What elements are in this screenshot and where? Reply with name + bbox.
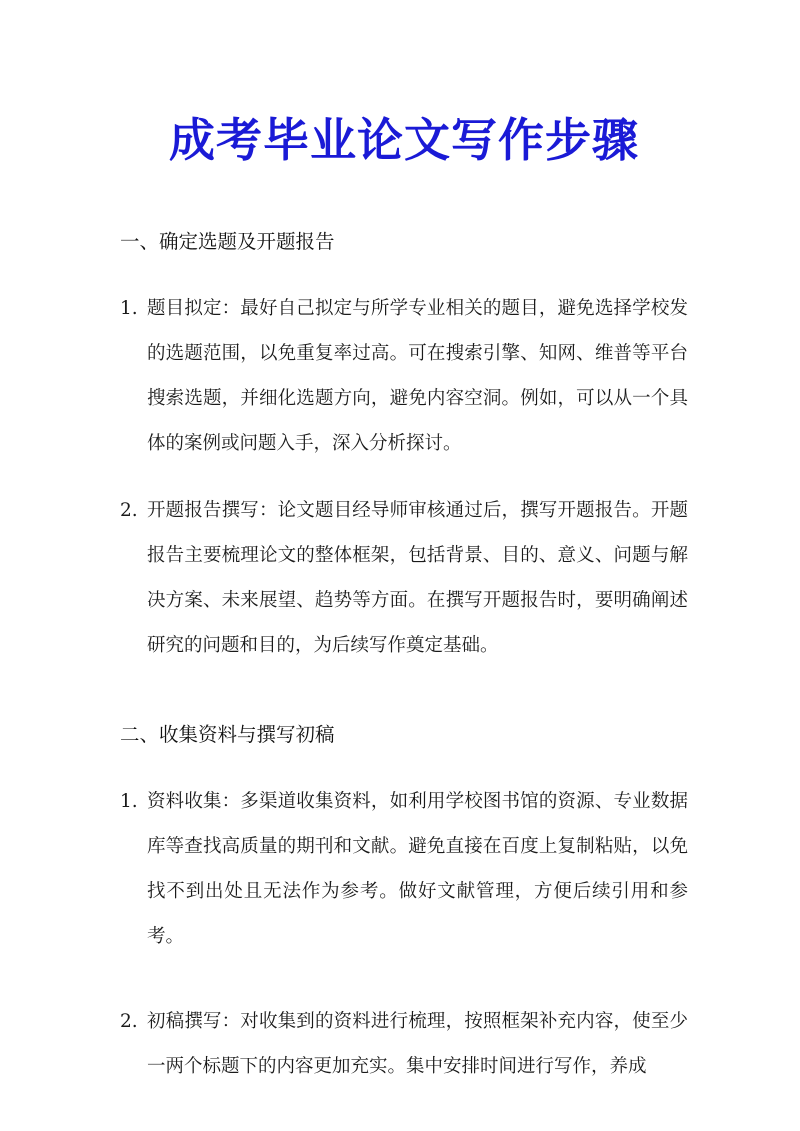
list-item-text: 资料收集：多渠道收集资料，如利用学校图书馆的资源、专业数据库等查找高质量的期刊和文献。避免直接在百度上复制粘贴，以免找不到出处且无法作为参考。做好文献管理，方便后续引用和参考。 <box>147 791 688 947</box>
list-item-text: 初稿撰写：对收集到的资料进行梳理，按照框架补充内容，使至少一两个标题下的内容更加充实。集中安排时间进行写作，养成 <box>147 1011 688 1077</box>
document-title: 成考毕业论文写作步骤 <box>169 113 639 167</box>
list-item-number: 1. <box>120 298 138 319</box>
list-item-text: 题目拟定：最好自己拟定与所学专业相关的题目，避免选择学校发的选题范围，以免重复率过高。可在搜索引擎、知网、维普等平台搜索选题，并细化选题方向，避免内容空洞。例如，可以从一个具体的案例或问题入手，深入分析探讨。 <box>147 298 688 454</box>
list-item <box>120 488 688 668</box>
list-item <box>120 779 688 959</box>
list-item <box>120 286 688 466</box>
section-heading-2: 二、收集资料与撰写初稿 <box>120 723 335 746</box>
list-item-number: 1. <box>120 791 138 812</box>
list-item <box>120 999 688 1089</box>
list-item-number: 2. <box>120 500 138 521</box>
list-item-text: 开题报告撰写：论文题目经导师审核通过后，撰写开题报告。开题报告主要梳理论文的整体框架，包括背景、目的、意义、问题与解决方案、未来展望、趋势等方面。在撰写开题报告时，要明确阐述研究的问题和目的，为后续写作奠定基础。 <box>147 500 688 656</box>
section-heading-1: 一、确定选题及开题报告 <box>120 230 335 253</box>
list-item-number: 2. <box>120 1011 138 1032</box>
